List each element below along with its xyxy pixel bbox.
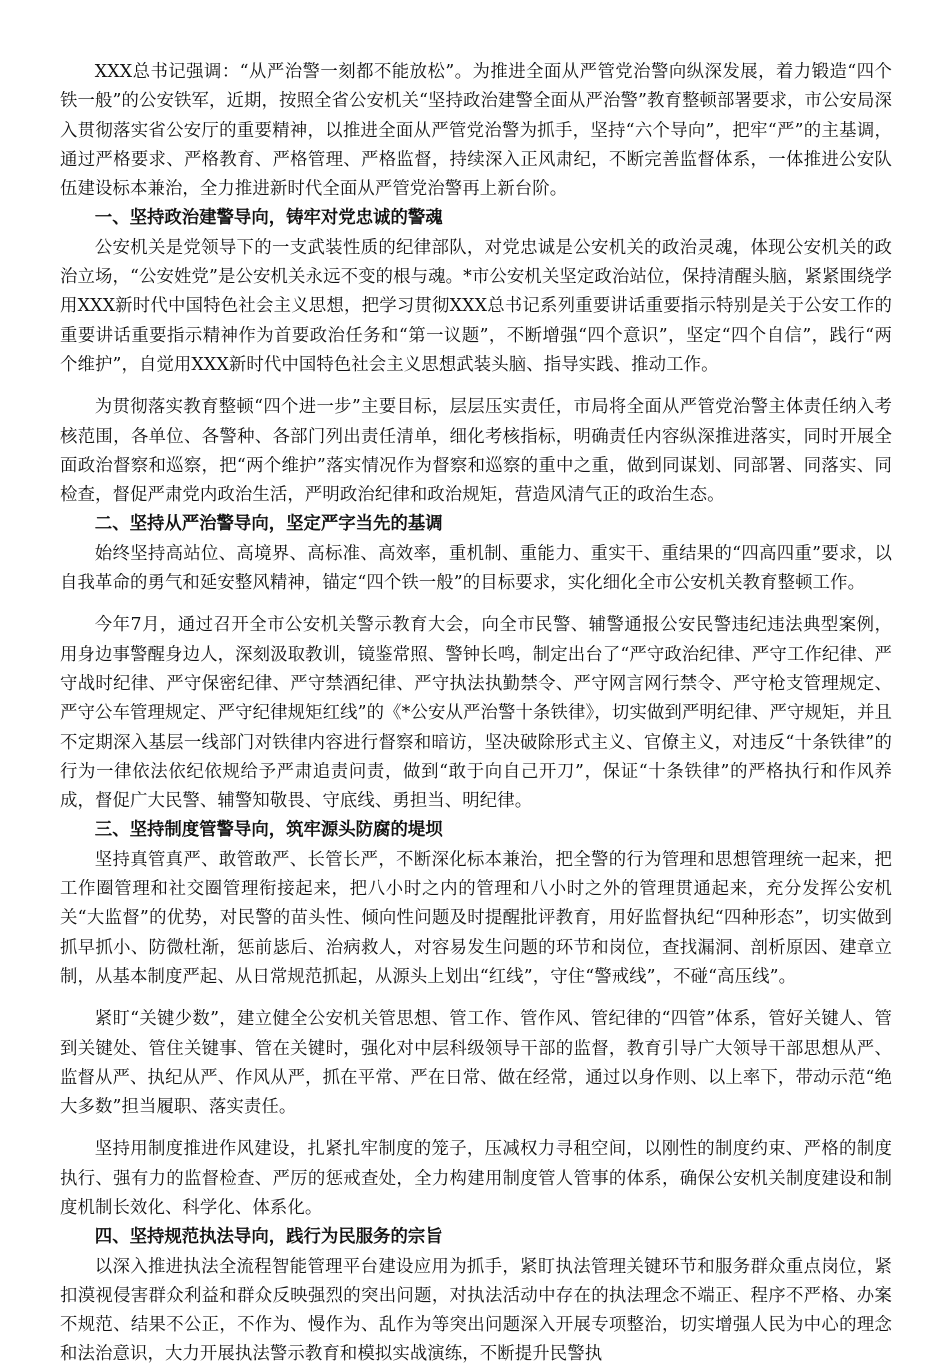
- document-page: [60, 58, 892, 1370]
- section-1-heading: 一、坚持政治建警导向，铸牢对党忠诚的警魂: [94, 208, 443, 229]
- section-2-paragraph-2: 今年7月，通过召开全市公安机关警示教育大会，向全市民警、辅警通报公安民警违纪违法典型案例，用身边事警醒身边人，深刻汲取教训，镜鉴常照、警钟长鸣，制定出台了“严守政治纪律、严守工作纪律、严守战时纪律、严守保密纪律、严守禁酒纪律、严守执法执勤禁令、严守网言网行禁令、严守枪支管理规定、严守公车管理规定、严守纪律规矩红线”的《*公安从严治警十条铁律》，切实做到严明纪律、严守规矩，并且不定期深入基层一线部门对铁律内容进行督察和暗访，坚决破除形式主义、官僚主义，对违反“十条铁律”的行为一律依法依纪依规给予严肃追责问责，做到“敢于向自己开刀”，保证“十条铁律”的严格执行和作风养成，督促广大民警、辅警知敬畏、守底线、勇担当、明纪律。: [60, 615, 892, 812]
- section-3-heading: 三、坚持制度管警导向，筑牢源头防腐的堤坝: [94, 820, 443, 841]
- section-1-paragraph-1: 公安机关是党领导下的一支武装性质的纪律部队，对党忠诚是公安机关的政治灵魂，体现公安机关的政治立场，“公安姓党”是公安机关永远不变的根与魂。*市公安机关坚定政治站位，保持清醒头脑，紧紧围绕学用XXX新时代中国特色社会主义思想，把学习贯彻XXX总书记系列重要讲话重要指示特别是关于公安工作的重要讲话重要指示精神作为首要政治任务和“第一议题”，不断增强“四个意识”，坚定“四个自信”，践行“两个维护”，自觉用XXX新时代中国特色社会主义思想武装头脑、指导实践、推动工作。: [60, 237, 892, 375]
- section-4-heading: 四、坚持规范执法导向，践行为民服务的宗旨: [94, 1227, 443, 1248]
- section-2-heading: 二、坚持从严治警导向，坚定严字当先的基调: [94, 514, 443, 535]
- section-4-paragraph-1: 以深入推进执法全流程智能管理平台建设应用为抓手，紧盯执法管理关键环节和服务群众重点岗位，紧扣漠视侵害群众利益和群众反映强烈的突出问题，对执法活动中存在的执法理念不端正、程序不严格、办案不规范、结果不公正，不作为、慢作为、乱作为等突出问题深入开展专项整治，切实增强人民为中心的理念和法治意识，大力开展执法警示教育和模拟实战演练，不断提升民警执: [60, 1256, 892, 1365]
- section-3-paragraph-3: 坚持用制度推进作风建设，扎紧扎牢制度的笼子，压减权力寻租空间，以刚性的制度约束、严格的制度执行、强有力的监督检查、严厉的惩戒查处，全力构建用制度管人管事的体系，确保公安机关制度建设和制度机制长效化、科学化、体系化。: [60, 1139, 892, 1218]
- section-1-paragraph-2: 为贯彻落实教育整顿“四个进一步”主要目标，层层压实责任，市局将全面从严管党治警主体责任纳入考核范围，各单位、各警种、各部门列出责任清单，细化考核指标，明确责任内容纵深推进落实，同时开展全面政治督察和巡察，把“两个维护”落实情况作为督察和巡察的重中之重，做到同谋划、同部署、同落实、同检查，督促严肃党内政治生活，严明政治纪律和政治规矩，营造风清气正的政治生态。: [60, 397, 892, 506]
- section-3-paragraph-2: 紧盯“关键少数”，建立健全公安机关管思想、管工作、管作风、管纪律的“四管”体系，管好关键人、管到关键处、管住关键事、管在关键时，强化对中层科级领导干部的监督，教育引导广大领导干部思想从严、监督从严、执纪从严、作风从严，抓在平常、严在日常、做在经常，通过以身作则、以上率下，带动示范“绝大多数”担当履职、落实责任。: [60, 1009, 892, 1118]
- section-3-paragraph-1: 坚持真管真严、敢管敢严、长管长严，不断深化标本兼治，把全警的行为管理和思想管理统一起来，把工作圈管理和社交圈管理衔接起来，把八小时之内的管理和八小时之外的管理贯通起来，充分发挥公安机关“大监督”的优势，对民警的苗头性、倾向性问题及时提醒批评教育，用好监督执纪“四种形态”，切实做到抓早抓小、防微杜渐，惩前毖后、治病救人，对容易发生问题的环节和岗位，查找漏洞、剖析原因、建章立制，从基本制度严起、从日常规范抓起，从源头上划出“红线”，守住“警戒线”，不碰“高压线”。: [60, 849, 892, 987]
- section-2-paragraph-1: 始终坚持高站位、高境界、高标准、高效率，重机制、重能力、重实干、重结果的“四高四重”要求，以自我革命的勇气和延安整风精神，锚定“四个铁一般”的目标要求，实化细化全市公安机关教育整顿工作。: [60, 543, 892, 594]
- intro-paragraph: XXX总书记强调：“从严治警一刻都不能放松”。为推进全面从严管党治警向纵深发展，着力锻造“四个铁一般”的公安铁军，近期，按照全省公安机关“坚持政治建警全面从严治警”教育整顿部署要求，市公安局深入贯彻落实省公安厅的重要精神，以推进全面从严管党治警为抓手，坚持“六个导向”，把牢“严”的主基调，通过严格要求、严格教育、严格管理、严格监督，持续深入正风肃纪，不断完善监督体系，一体推进公安队伍建设标本兼治，全力推进新时代全面从严管党治警再上新台阶。: [60, 62, 892, 200]
